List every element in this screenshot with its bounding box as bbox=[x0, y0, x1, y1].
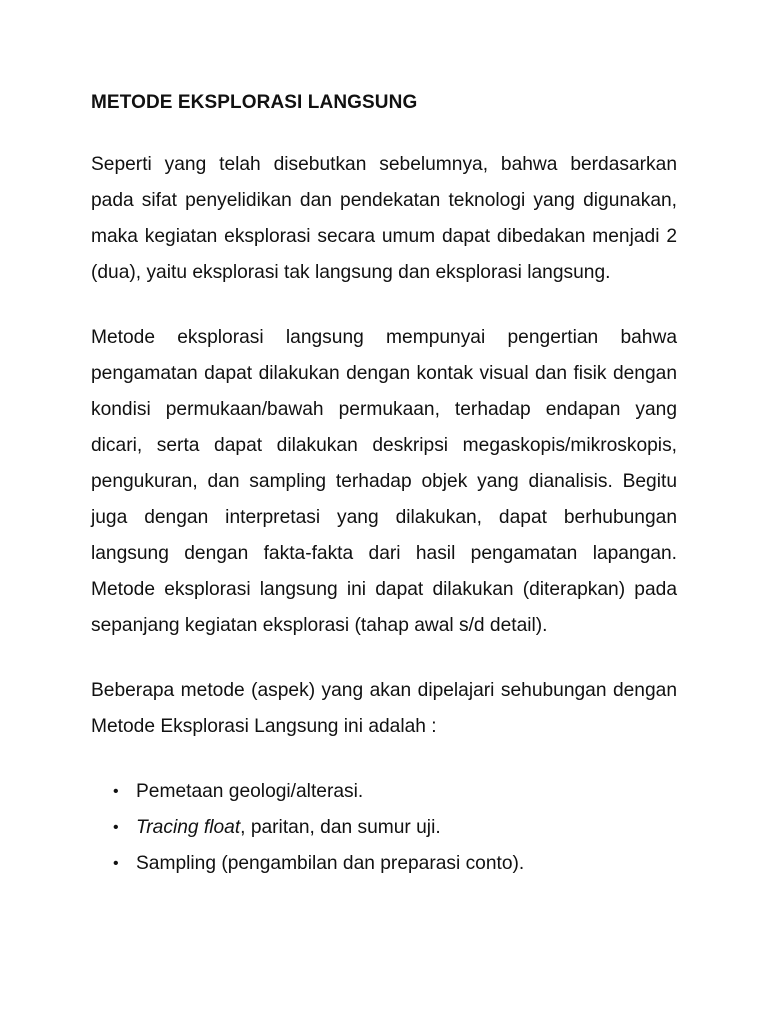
list-item-italic-text: Tracing float bbox=[136, 817, 241, 838]
methods-list bbox=[91, 774, 677, 882]
paragraph-methods-intro: Beberapa metode (aspek) yang akan dipelajari sehubungan dengan Metode Eksplorasi Langsung ini adalah : bbox=[91, 680, 677, 737]
paragraph-definition: Metode eksplorasi langsung mempunyai pengertian bahwa pengamatan dapat dilakukan dengan kontak visual dan fisik dengan kondisi permukaan/bawah permukaan, terhadap endapan yang dicari, serta dapat dilakukan deskripsi megaskopis/mikroskopis, pengukuran, dan sampling terhadap objek yang dianalisis. Begitu juga dengan interpretasi yang dilakukan, dapat berhubungan langsung dengan fakta-fakta dari hasil pengamatan lapangan. Metode eksplorasi langsung ini dapat dilakukan (diterapkan) pada sepanjang kegiatan eksplorasi (tahap awal s/d detail). bbox=[91, 327, 677, 636]
bullet-icon: • bbox=[113, 783, 119, 800]
list-item bbox=[91, 846, 677, 882]
document-page bbox=[91, 88, 677, 882]
list-item bbox=[91, 810, 677, 846]
list-item-text: , paritan, dan sumur uji. bbox=[240, 817, 441, 838]
paragraph-intro: Seperti yang telah disebutkan sebelumnya, bahwa berdasarkan pada sifat penyelidikan dan pendekatan teknologi yang digunakan, maka kegiatan eksplorasi secara umum dapat dibedakan menjadi 2 (dua), yaitu eksplorasi tak langsung dan eksplorasi langsung. bbox=[91, 154, 677, 283]
document-heading: METODE EKSPLORASI LANGSUNG bbox=[91, 92, 418, 113]
list-item bbox=[91, 774, 677, 810]
bullet-icon: • bbox=[113, 819, 119, 836]
list-item-text: Pemetaan geologi/alterasi. bbox=[136, 781, 364, 802]
bullet-icon: • bbox=[113, 855, 119, 872]
list-item-text: Sampling (pengambilan dan preparasi conto). bbox=[136, 853, 525, 874]
